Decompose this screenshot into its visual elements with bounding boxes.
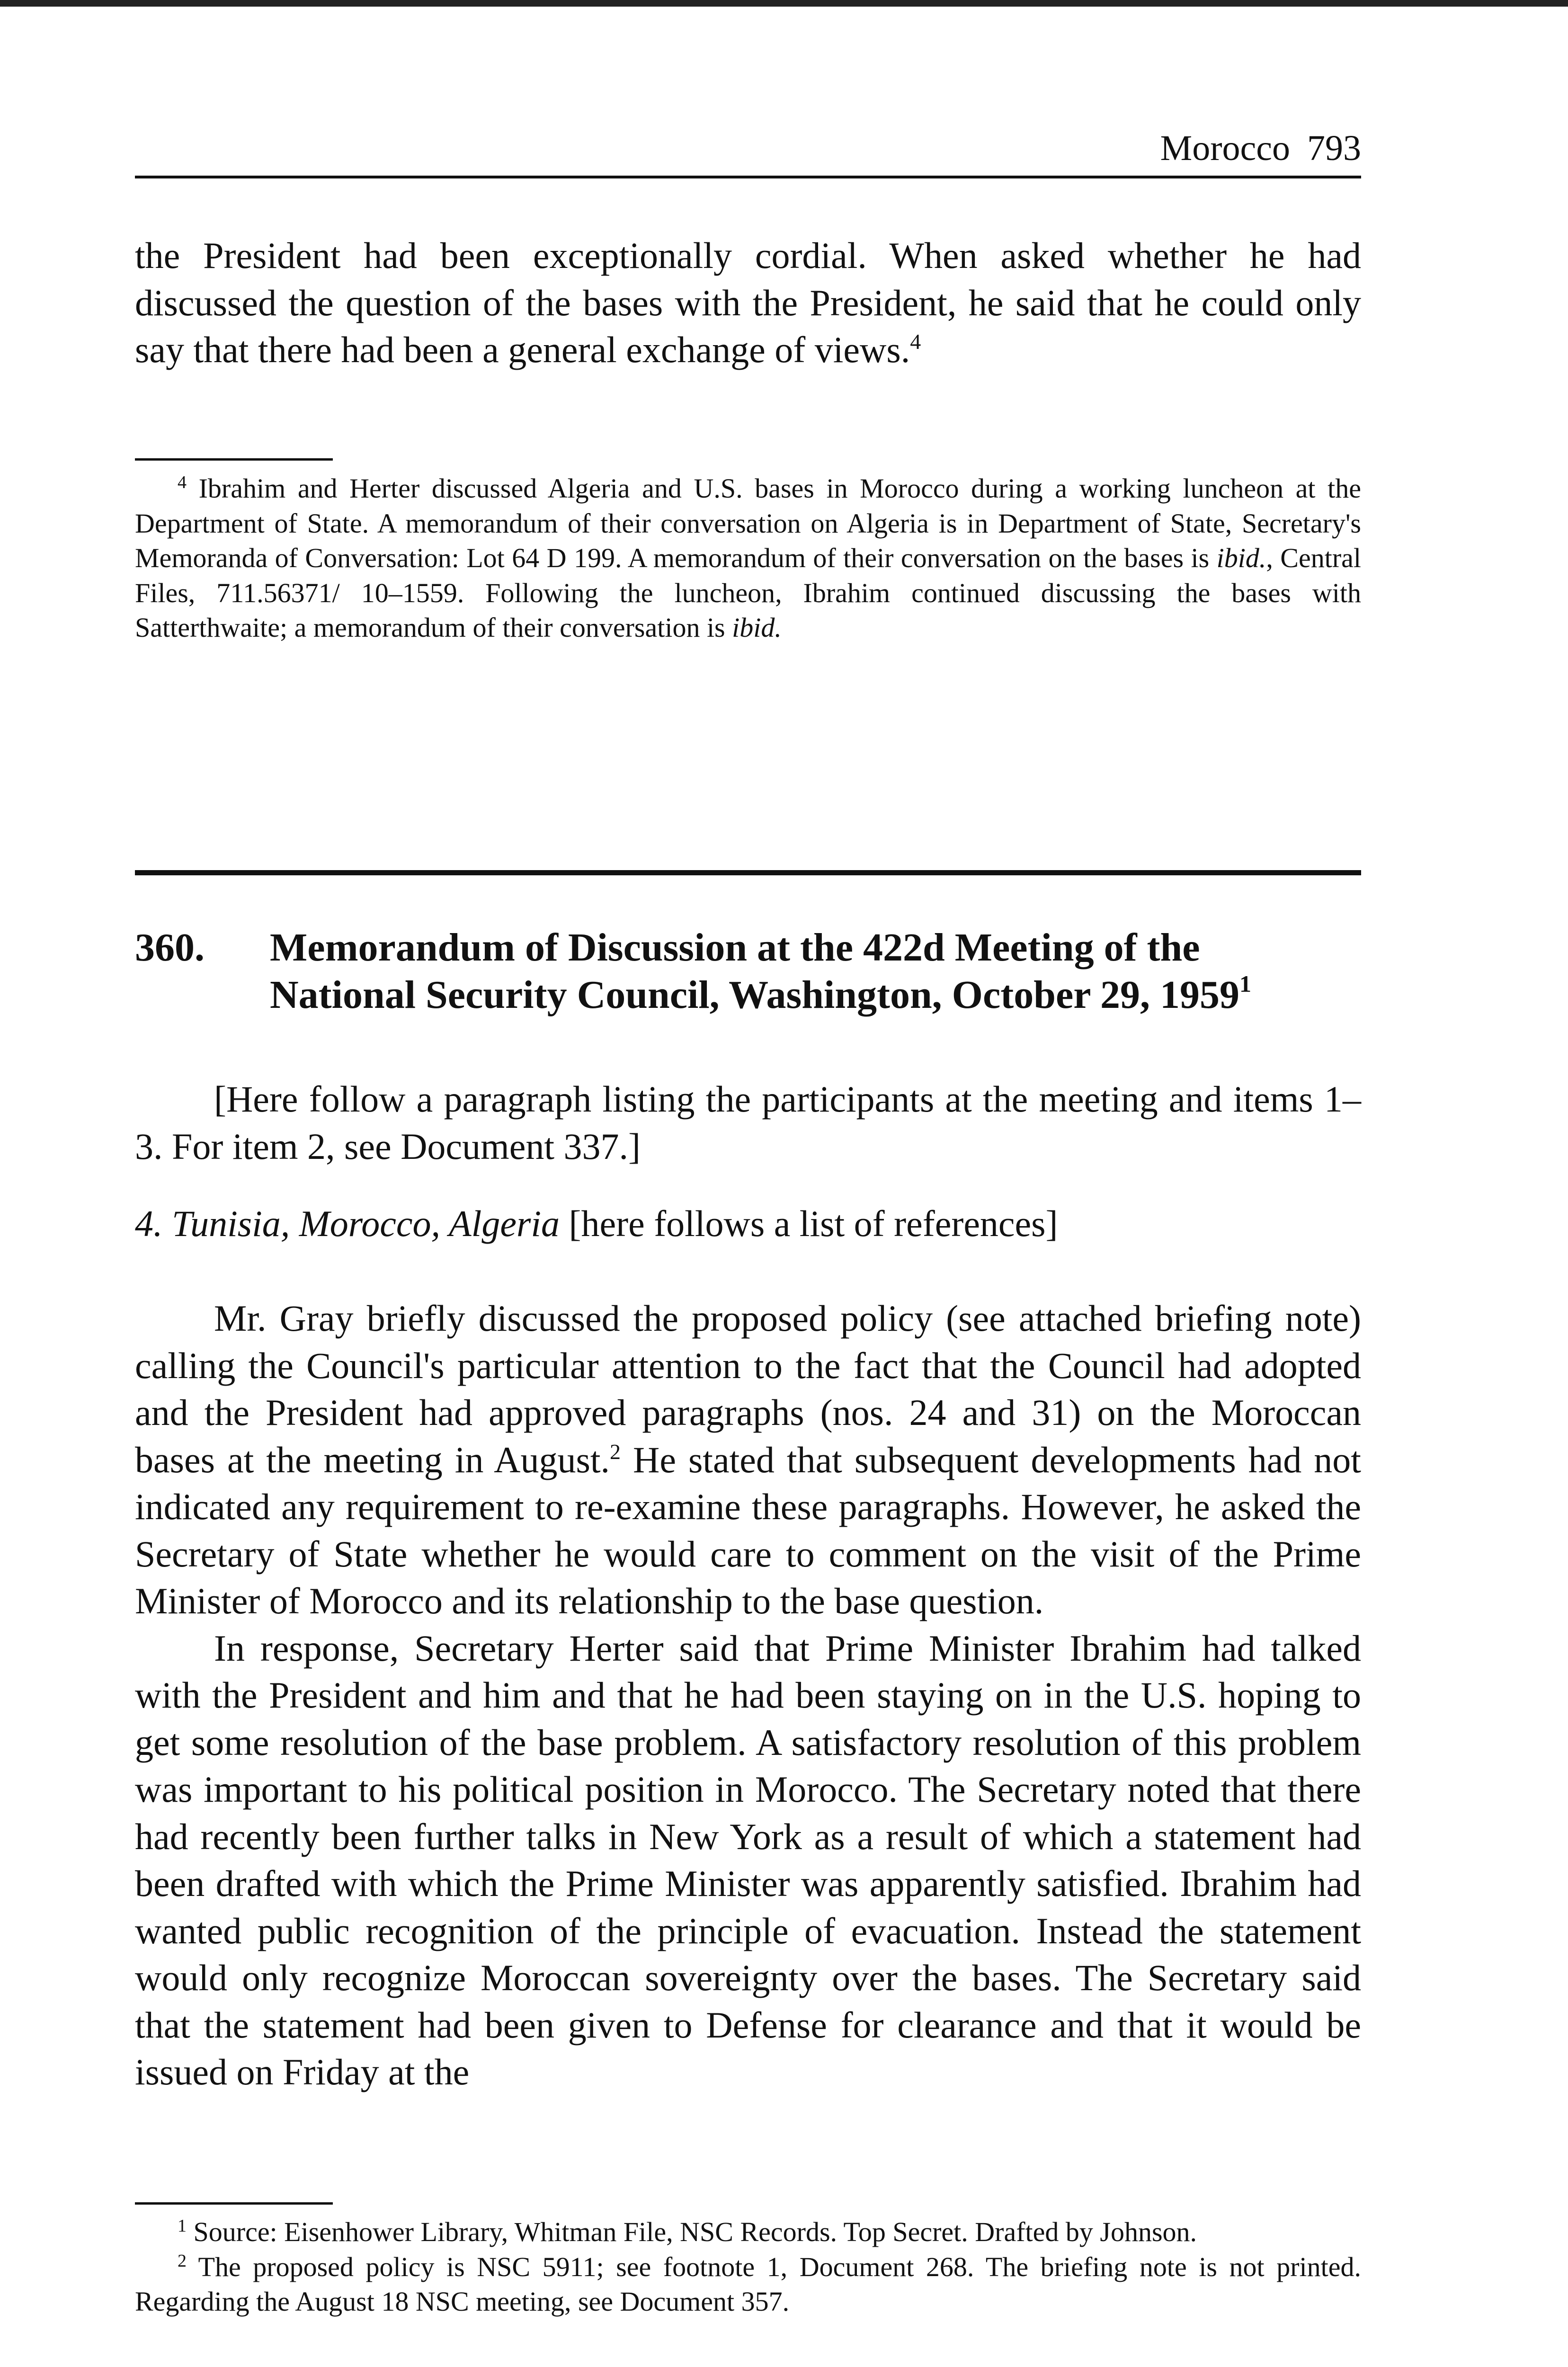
footnote-4-text-2: , Central Files, 711.56371/ 10–1559. Following the luncheon, Ibrahim continued discussing the bases with Satterthwaite; a memorandum of their conversation is	[135, 543, 1361, 643]
footnote-rule-bottom	[135, 2202, 333, 2205]
running-head	[1160, 127, 1361, 169]
footnote-1-text: Source: Eisenhower Library, Whitman File, NSC Records. Top Secret. Drafted by Johnson.	[193, 2216, 1197, 2247]
paragraph-herter: In response, Secretary Herter said that Prime Minister Ibrahim had talked with the President and him and that he had been staying on in the U.S. hoping to get some resolution of the base problem. A satisfactory resolution of this problem was important to his political position in Morocco. The Secretary noted that there had recently been further talks in New York as a result of which a statement had been drafted with which the Prime Minister was apparently satisfied. Ibrahim had wanted public recognition of the principle of evacuation. Instead the statement would only recognize Moroccan sovereignty over the bases. The Secretary said that the statement had been given to Defense for clearance and that it would be issued on Friday at the	[135, 1627, 1361, 2092]
continuation-paragraph	[135, 232, 1361, 374]
footnote-2-mark: 2	[178, 2251, 187, 2271]
footnote-4	[135, 471, 1361, 645]
footnote-4-text-1: Ibrahim and Herter discussed Algeria and U.S. bases in Morocco during a working luncheon at the Department of State. A memorandum of their conversation on Algeria is in Department of State, Secretary's Memoranda of Conversation: Lot 64 D 199. A memorandum of their conversation on the bases is	[135, 473, 1361, 573]
footnote-1	[135, 2215, 1361, 2250]
document-title-line-2	[270, 971, 1361, 1019]
section-divider	[135, 870, 1361, 875]
header-rule	[135, 176, 1361, 178]
item-4-rest: [here follows a list of references]	[560, 1203, 1058, 1244]
scan-top-edge	[0, 0, 1568, 7]
paragraph-gray-text-1: Mr. Gray briefly discussed the proposed policy (see attached briefing note) calling the Council's particular attention to the fact that the Council had adopted and the President had approved paragraphs (nos. 24 and 31) on the Moroccan bases at the meeting in August.	[135, 1298, 1361, 1480]
footnote-1-mark: 1	[178, 2216, 187, 2236]
continuation-text: the President had been exceptionally cordial. When asked whether he had discussed the question of the bases with the President, he said that he could only say that there had been a general exchange of views.	[135, 235, 1361, 370]
footnote-ref-4: 4	[910, 329, 921, 354]
paragraph-gray	[135, 1295, 1361, 2096]
document-title-line-1: Memorandum of Discussion at the 422d Meeting of the	[270, 925, 1200, 970]
footnote-rule-top	[135, 458, 333, 461]
item-4-title: 4. Tunisia, Morocco, Algeria	[135, 1203, 560, 1244]
footnote-ref-2: 2	[610, 1439, 621, 1464]
paragraph-gray-text-2: He stated that subsequent developments had not indicated any requirement to re-examine these paragraphs. However, he asked the Secretary of State whether he would care to comment on the visit of the Prime Minister of Morocco and its relationship to the base question.	[135, 1439, 1361, 1621]
document-title-line-2-text: National Security Council, Washington, October 29, 1959	[270, 973, 1240, 1017]
footnote-2-text: The proposed policy is NSC 5911; see footnote 1, Document 268. The briefing note is not printed. Regarding the August 18 NSC meeting, see Document 357.	[135, 2251, 1361, 2317]
item-4-heading	[135, 1200, 1361, 1247]
bottom-footnotes	[135, 2215, 1361, 2319]
running-head-section: Morocco	[1160, 128, 1290, 168]
footnote-ref-1: 1	[1239, 970, 1252, 997]
footnote-4-ibid-1: ibid.	[1216, 543, 1266, 573]
footnote-4-ibid-2: ibid.	[732, 612, 782, 643]
document-number: 360.	[135, 925, 205, 970]
footnote-2	[135, 2250, 1361, 2319]
footnote-4-mark: 4	[178, 472, 187, 492]
editorial-note	[135, 1076, 1361, 1170]
page-number: 793	[1307, 128, 1361, 168]
document-title	[270, 924, 1361, 1019]
editorial-note-text: [Here follow a paragraph listing the participants at the meeting and items 1–3. For item 2, see Document 337.]	[135, 1078, 1361, 1167]
